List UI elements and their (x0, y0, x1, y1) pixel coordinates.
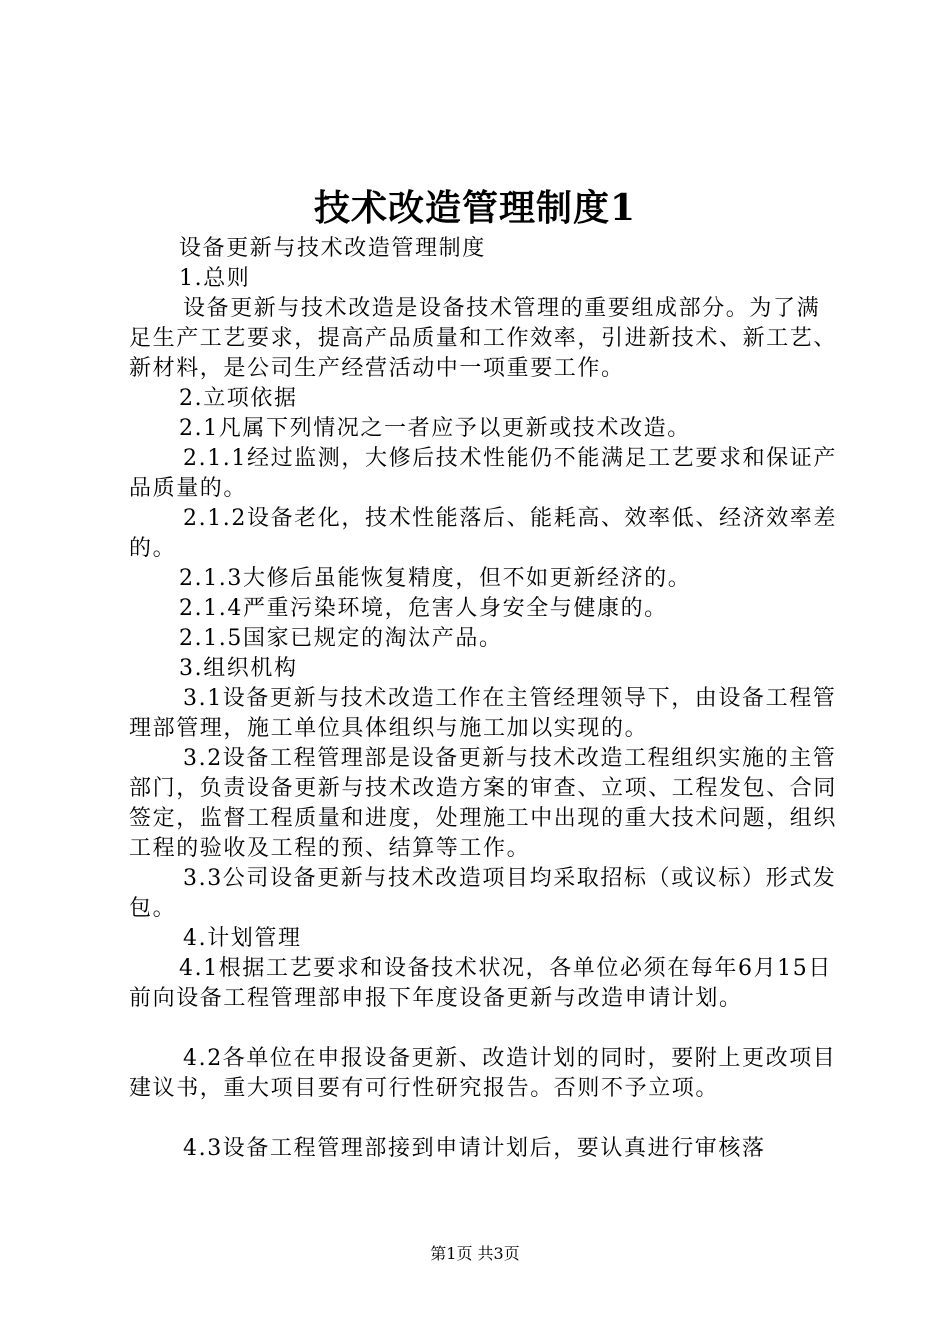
paragraph-general: 设备更新与技术改造是设备技术管理的重要组成部分。为了满足生产工艺要求，提高产品质量和工作效率，引进新技术、新工艺、新材料，是公司生产经营活动中一项重要工作。 (129, 296, 838, 381)
section-heading-basis: 2.立项依据 (179, 386, 298, 411)
paragraph-4-1: 4.1根据工艺要求和设备技术状况，各单位必须在每年6月15日前向设备工程管理部申报下年度设备更新与改造申请计划。 (129, 956, 832, 1011)
page-footer: 第1页 共3页 (430, 1244, 520, 1263)
paragraph-3-2: 3.2设备工程管理部是设备更新与技术改造工程组织实施的主管部门，负责设备更新与技术改造方案的审查、立项、工程发包、合同签定，监督工程质量和进度，处理施工中出现的重大技术问题，组织工程的验收及工程的预、结算等工作。 (129, 746, 838, 861)
document-title: 技术改造管理制度1 (313, 187, 637, 229)
section-heading-general: 1.总则 (179, 266, 251, 291)
paragraph-3-1: 3.1设备更新与技术改造工作在主管经理领导下，由设备工程管理部管理，施工单位具体组织与施工加以实现的。 (129, 686, 837, 741)
paragraph-3-3: 3.3公司设备更新与技术改造项目均采取招标（或议标）形式发包。 (129, 866, 837, 921)
section-heading-plan: 4.计划管理 (183, 926, 302, 951)
paragraph-2-1-5: 2.1.5国家已规定的淘汰产品。 (179, 626, 503, 651)
paragraph-2-1-2: 2.1.2设备老化，技术性能落后、能耗高、效率低、经济效率差的。 (129, 506, 837, 561)
paragraph-4-2: 4.2各单位在申报设备更新、改造计划的同时，要附上更改项目建议书，重大项目要有可行性研究报告。否则不予立项。 (129, 1046, 837, 1101)
paragraph-2-1: 2.1凡属下列情况之一者应予以更新或技术改造。 (179, 416, 691, 441)
paragraph-2-1-1: 2.1.1经过监测，大修后技术性能仍不能满足工艺要求和保证产品质量的。 (129, 446, 837, 501)
document-body (129, 234, 839, 1164)
paragraph-2-1-4: 2.1.4严重污染环境，危害人身安全与健康的。 (179, 596, 668, 621)
paragraph-subtitle: 设备更新与技术改造管理制度 (179, 236, 486, 261)
paragraph-4-3: 4.3设备工程管理部接到申请计划后，要认真进行审核落 (183, 1136, 766, 1161)
section-heading-organization: 3.组织机构 (179, 656, 298, 681)
paragraph-2-1-3: 2.1.3大修后虽能恢复精度，但不如更新经济的。 (179, 566, 692, 591)
